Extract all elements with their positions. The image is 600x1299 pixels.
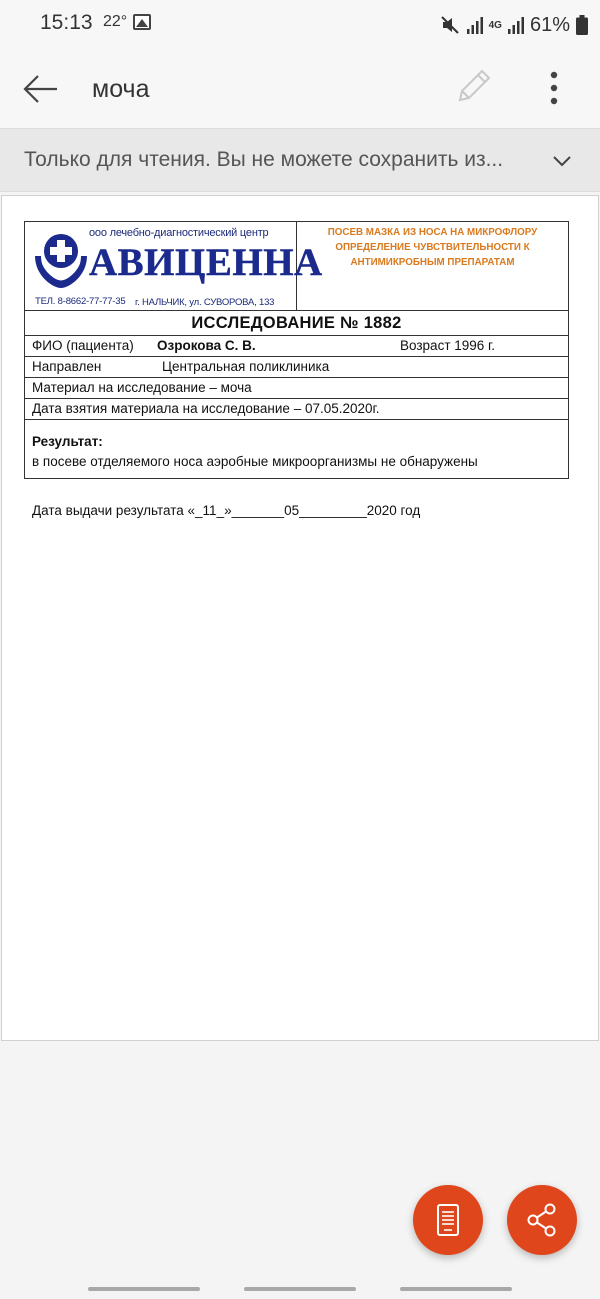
signal-icon xyxy=(467,16,483,34)
status-bar xyxy=(0,0,600,50)
battery-icon xyxy=(576,15,588,35)
system-nav-bar xyxy=(0,1277,600,1299)
network-type: 4G xyxy=(488,19,502,31)
nav-home-button[interactable] xyxy=(244,1287,356,1291)
patient-label: ФИО (пациента) xyxy=(32,338,134,353)
status-temperature: 22° xyxy=(103,13,128,30)
study-title: ИССЛЕДОВАНИЕ № 1882 xyxy=(25,311,568,336)
more-vertical-icon[interactable] xyxy=(538,68,570,108)
battery-percent: 61% xyxy=(529,13,570,36)
clinic-logo xyxy=(25,222,323,310)
analysis-title xyxy=(297,222,568,310)
clinic-phone: ТЕЛ. 8-8662-77-77-35 xyxy=(35,296,126,307)
referral-row xyxy=(25,357,568,378)
material-row xyxy=(25,378,568,399)
analysis-title-line: ПОСЕВ МАЗКА ИЗ НОСА НА МИКРОФЛОРУ xyxy=(327,227,538,238)
nav-recent-button[interactable] xyxy=(88,1287,200,1291)
patient-age: Возраст 1996 г. xyxy=(400,338,496,353)
clinic-subtitle: ооо лечебно-диагностический центр xyxy=(89,227,269,239)
nav-back-button[interactable] xyxy=(400,1287,512,1291)
result-form xyxy=(24,221,569,479)
patient-name: Озрокова С. В. xyxy=(157,338,256,353)
app-bar xyxy=(0,50,600,128)
read-only-banner[interactable] xyxy=(0,128,600,192)
referred-label: Направлен xyxy=(32,359,102,374)
material-text: Материал на исследование – моча xyxy=(32,380,252,395)
analysis-title-line: АНТИМИКРОБНЫМ ПРЕПАРАТАМ xyxy=(350,257,515,268)
share-icon xyxy=(507,1185,577,1255)
share-button[interactable] xyxy=(507,1185,577,1255)
result-text: в посеве отделяемого носа аэробные микроорганизмы не обнаружены xyxy=(32,454,478,469)
referred-value: Центральная поликлиника xyxy=(162,359,330,374)
medical-cross-hands-icon xyxy=(33,226,89,292)
status-indicators xyxy=(439,11,588,39)
document-title: моча xyxy=(92,75,150,103)
issue-date: Дата выдачи результата «_11_»_______05_________2020 год xyxy=(32,503,421,518)
read-only-message: Только для чтения. Вы не можете сохранить из... xyxy=(24,148,504,171)
patient-row xyxy=(25,336,568,357)
arrow-left-icon[interactable] xyxy=(20,68,62,110)
document-page[interactable] xyxy=(1,195,599,1041)
reading-view-button[interactable] xyxy=(413,1185,483,1255)
form-header xyxy=(25,222,568,311)
status-time: 15:13 xyxy=(40,11,93,34)
clinic-address: г. НАЛЬЧИК, ул. СУВОРОВА, 133 xyxy=(135,297,275,308)
mute-icon xyxy=(439,14,461,36)
chevron-down-icon[interactable] xyxy=(548,147,576,175)
pencil-icon[interactable] xyxy=(452,66,494,108)
signal-icon-2 xyxy=(508,16,524,34)
sampling-date-row xyxy=(25,399,568,420)
gallery-notification-icon xyxy=(133,14,151,30)
analysis-title-line: ОПРЕДЕЛЕНИЕ ЧУВСТВИТЕЛЬНОСТИ К xyxy=(335,242,530,253)
result-label: Результат: xyxy=(32,434,103,449)
reading-view-icon xyxy=(413,1185,483,1255)
clinic-name: АВИЦЕННА xyxy=(89,241,323,284)
sampling-date-text: Дата взятия материала на исследование – 07.05.2020г. xyxy=(32,401,380,416)
result-row xyxy=(25,420,568,478)
